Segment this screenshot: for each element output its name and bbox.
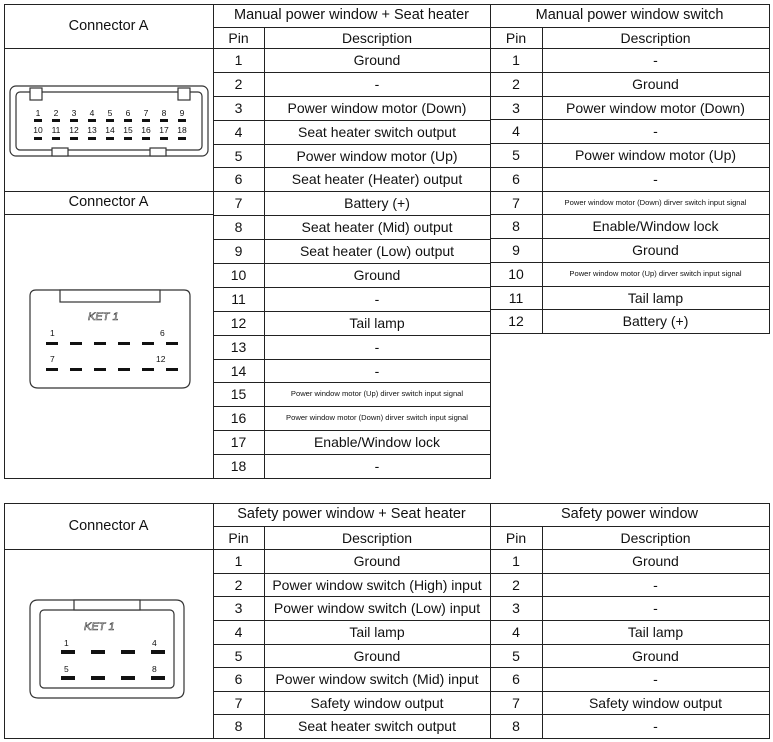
pin-description: Power window motor (Down) xyxy=(287,100,467,116)
pin-description: Seat heater (Low) output xyxy=(299,243,455,259)
pin-description: Enable/Window lock xyxy=(592,218,719,234)
pin-number: 2 xyxy=(512,76,520,92)
pin-number: 2 xyxy=(234,76,243,92)
pin-number: 1 xyxy=(512,52,520,68)
pin-description: Ground xyxy=(632,553,679,569)
pin-label: 1 xyxy=(50,328,55,338)
pin-label: 12 xyxy=(156,354,166,364)
pin-number: 9 xyxy=(512,242,520,258)
pin-number: 8 xyxy=(512,218,520,234)
pin-description: - xyxy=(374,339,380,355)
pin-description: - xyxy=(653,600,658,616)
pin-label: 16 xyxy=(141,125,151,135)
pin-number: 4 xyxy=(512,624,520,640)
pin-description: - xyxy=(653,171,658,187)
pin-number: 9 xyxy=(234,243,243,259)
pin-label: 8 xyxy=(152,664,157,674)
pin-description: Battery (+) xyxy=(622,313,689,329)
pin-description: Ground xyxy=(632,76,679,92)
pin-label: 3 xyxy=(71,108,77,118)
pin-number: 15 xyxy=(230,386,247,402)
pin-number: 3 xyxy=(512,99,520,116)
pin-number: 10 xyxy=(230,267,247,283)
connector-label: Connector A xyxy=(68,194,149,211)
pin-label: 1 xyxy=(64,638,69,648)
pin-column-header: Pin xyxy=(228,29,249,46)
pin-description: Power window motor (Down) dirver switch input signal xyxy=(286,413,468,423)
pin-description: Power window motor (Up) xyxy=(574,147,737,163)
pin-number: 5 xyxy=(234,647,243,664)
ket-logo: KET 1 xyxy=(88,311,119,323)
pin-description: Power window motor (Down) dirver switch input signal xyxy=(564,197,747,207)
pin-description: Tail lamp xyxy=(627,624,684,640)
pin-number: 13 xyxy=(230,339,247,355)
pin-label: 7 xyxy=(50,354,55,364)
pin-number: 17 xyxy=(230,434,247,450)
pin-label: 2 xyxy=(53,108,59,118)
pin-number: 11 xyxy=(508,289,524,306)
pin-description: Ground xyxy=(353,267,401,283)
pin-description: Tail lamp xyxy=(627,289,684,306)
pin-number: 1 xyxy=(234,553,243,569)
pin-label: 8 xyxy=(161,108,167,118)
pin-number: 7 xyxy=(234,195,243,211)
pin-number: 12 xyxy=(230,315,247,331)
connector-label: Connector A xyxy=(68,17,149,34)
grid-line xyxy=(4,738,770,739)
pin-label: 11 xyxy=(51,125,61,135)
pin-description: Ground xyxy=(353,553,401,569)
pin-number: 7 xyxy=(512,694,520,711)
pin-description: Seat heater (Mid) output xyxy=(301,219,453,235)
pin-label: 6 xyxy=(160,328,165,338)
pin-label: 5 xyxy=(107,108,113,118)
pin-number: 16 xyxy=(230,410,247,426)
pin-label: 13 xyxy=(87,125,97,135)
pin-description: Ground xyxy=(632,242,679,258)
pin-label: 1 xyxy=(35,108,41,118)
grid-line xyxy=(769,503,770,739)
pin-description: Power window motor (Up) xyxy=(296,147,458,164)
pin-number: 1 xyxy=(234,52,243,68)
pin-number: 5 xyxy=(512,147,520,163)
group-header: Manual power window + Seat heater xyxy=(234,7,469,24)
pin-terminal xyxy=(121,676,135,680)
description-column-header: Description xyxy=(341,529,413,546)
pin-number: 6 xyxy=(234,171,243,187)
pin-description: Power window switch (Low) input xyxy=(273,600,481,616)
description-column-header: Description xyxy=(620,29,691,46)
pin-number: 5 xyxy=(234,147,243,164)
pin-description: - xyxy=(374,458,380,474)
pin-number: 1 xyxy=(512,553,520,569)
pin-number: 3 xyxy=(234,600,243,616)
pin-label: 12 xyxy=(69,125,79,135)
pin-label: 5 xyxy=(64,664,69,674)
group-header: Safety power window + Seat heater xyxy=(237,506,466,523)
pin-column-header: Pin xyxy=(505,529,527,546)
pin-description: - xyxy=(653,718,658,734)
pin-number: 6 xyxy=(512,671,520,687)
pin-description: Enable/Window lock xyxy=(313,434,441,450)
pin-terminal xyxy=(151,676,165,680)
pin-label: 15 xyxy=(123,125,133,135)
pin-terminal xyxy=(121,650,135,654)
pin-label: 17 xyxy=(159,125,169,135)
pin-description: Power window motor (Up) dirver switch input signal xyxy=(569,269,742,279)
pin-terminal xyxy=(91,676,105,680)
pin-description: - xyxy=(374,291,380,307)
pin-description: Power window switch (Mid) input xyxy=(275,671,479,687)
pin-label: 4 xyxy=(89,108,95,118)
pin-terminal xyxy=(91,650,105,654)
pin-number: 6 xyxy=(512,171,520,187)
pin-description: Power window switch (High) input xyxy=(272,576,482,593)
ket-logo: KET 1 xyxy=(84,621,115,633)
pin-column-header: Pin xyxy=(228,529,249,546)
pin-number: 7 xyxy=(512,194,520,211)
pin-number: 7 xyxy=(234,694,243,711)
pin-description: Safety window output xyxy=(310,694,444,711)
pin-description: Seat heater (Heater) output xyxy=(291,171,463,187)
pin-number: 14 xyxy=(230,362,247,379)
pin-description: Tail lamp xyxy=(349,624,405,640)
pin-description: Seat heater switch output xyxy=(298,124,456,140)
connector-8pin-diagram xyxy=(24,598,190,702)
pin-number: 11 xyxy=(231,291,246,307)
pin-number: 5 xyxy=(512,647,520,664)
pin-terminal xyxy=(61,676,75,680)
pin-number: 12 xyxy=(508,313,524,329)
pin-label: 7 xyxy=(143,108,149,118)
pin-number: 4 xyxy=(234,624,243,640)
pin-description: Power window motor (Up) dirver switch input signal xyxy=(290,389,464,399)
pin-terminal xyxy=(61,650,75,654)
pin-description: - xyxy=(374,362,380,379)
description-column-header: Description xyxy=(341,29,413,46)
pin-description: Tail lamp xyxy=(349,315,405,331)
description-column-header: Description xyxy=(620,529,691,546)
pin-description: - xyxy=(653,52,658,68)
pin-description: Safety window output xyxy=(588,694,723,711)
pin-description: Ground xyxy=(632,647,679,664)
pin-number: 3 xyxy=(512,600,520,616)
pin-description: Ground xyxy=(353,52,401,68)
pin-number: 2 xyxy=(512,576,520,593)
pin-number: 4 xyxy=(234,124,243,140)
pin-description: - xyxy=(374,76,380,92)
pin-description: Battery (+) xyxy=(344,195,410,211)
group-header: Manual power window switch xyxy=(535,7,724,24)
pin-description: - xyxy=(653,671,658,687)
pin-description: - xyxy=(653,576,658,593)
pin-description: Power window motor (Down) xyxy=(566,99,745,116)
pin-number: 4 xyxy=(512,123,520,139)
pin-number: 6 xyxy=(234,671,243,687)
pin-label: 4 xyxy=(152,638,157,648)
pin-column-header: Pin xyxy=(505,29,527,46)
pin-label: 14 xyxy=(105,125,115,135)
connector-label: Connector A xyxy=(68,517,149,534)
pin-label: 6 xyxy=(125,108,131,118)
pin-number: 10 xyxy=(508,266,524,282)
pin-label: 18 xyxy=(177,125,187,135)
pin-description: Seat heater switch output xyxy=(298,718,456,734)
group-header: Safety power window xyxy=(560,506,698,523)
pin-number: 8 xyxy=(512,718,520,734)
pin-terminal xyxy=(151,650,165,654)
pin-number: 2 xyxy=(234,576,243,593)
pin-label: 10 xyxy=(33,125,43,135)
pin-number: 18 xyxy=(230,458,247,474)
pin-label: 9 xyxy=(179,108,185,118)
pin-number: 3 xyxy=(234,100,243,116)
pin-number: 8 xyxy=(234,219,243,235)
pin-description: - xyxy=(653,123,658,139)
pin-description: Ground xyxy=(353,647,401,664)
pin-number: 8 xyxy=(234,718,243,734)
